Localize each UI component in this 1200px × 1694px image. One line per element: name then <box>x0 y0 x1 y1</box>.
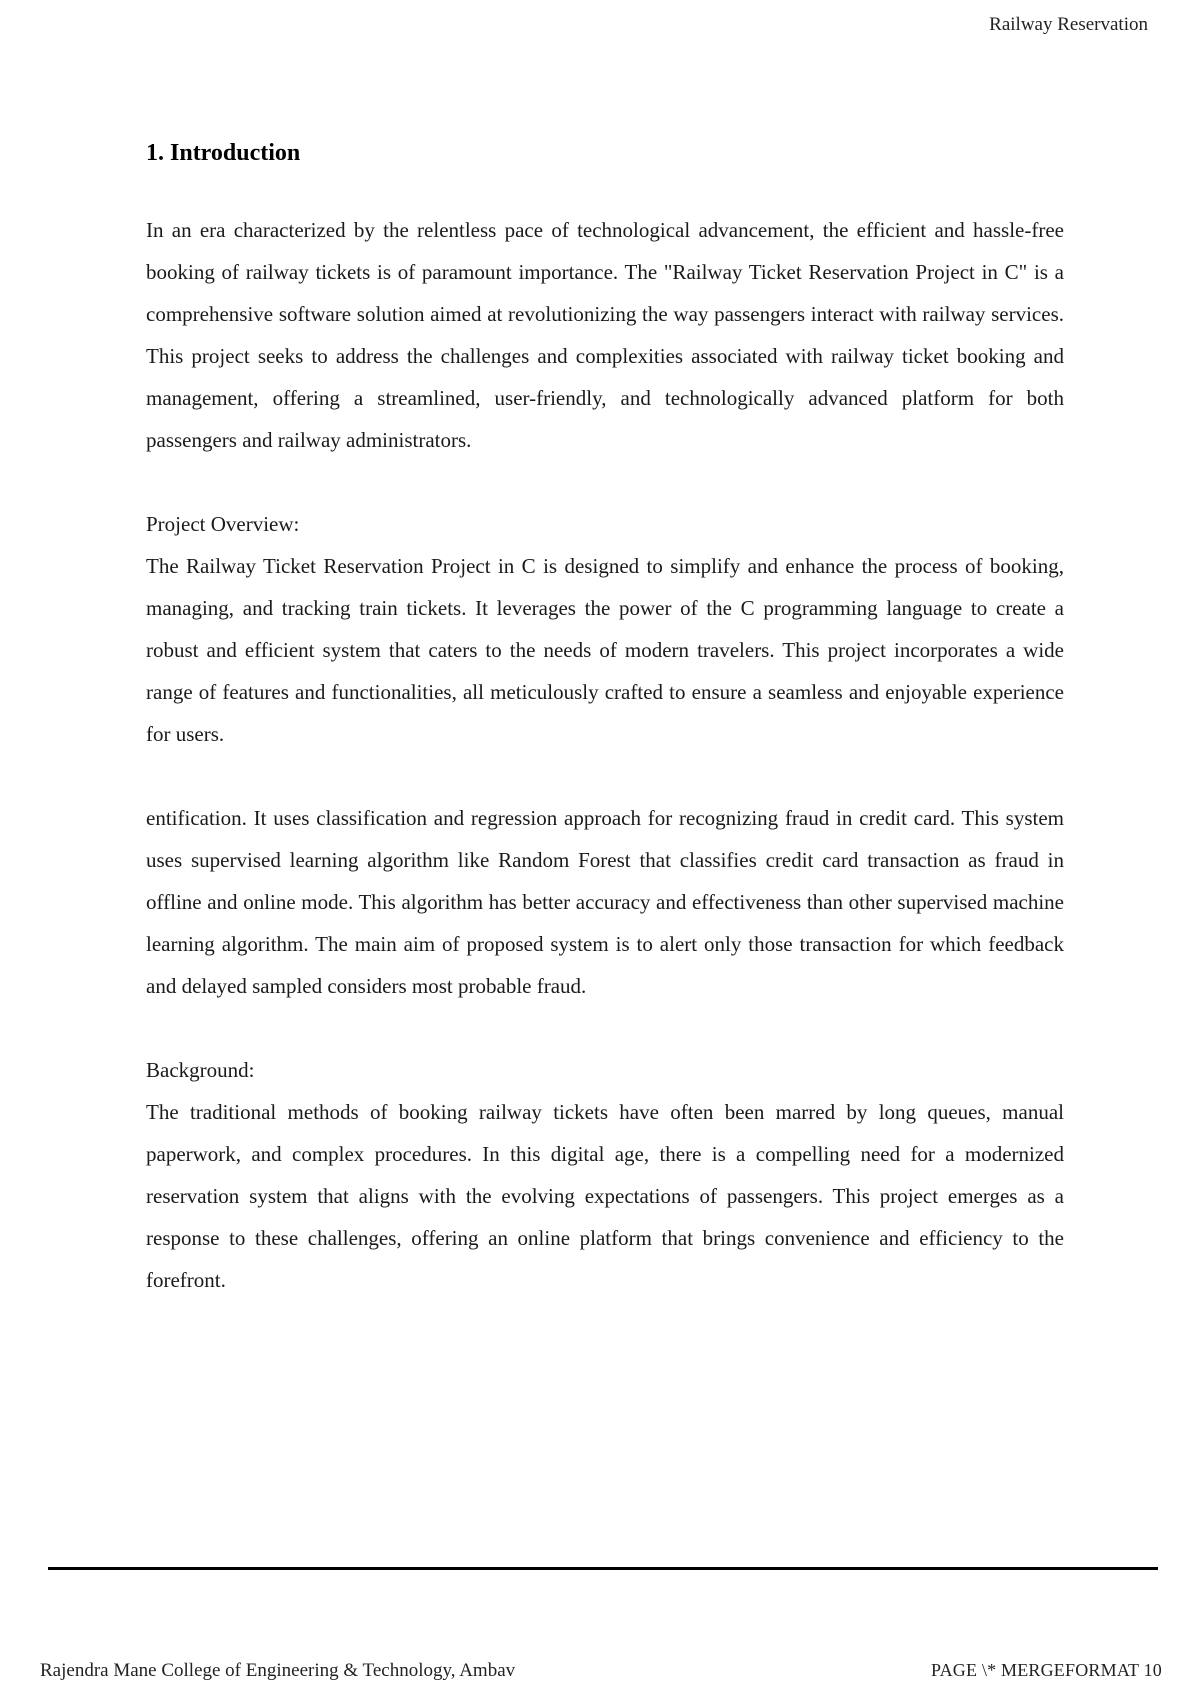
background-paragraph: The traditional methods of booking railway tickets have often been marred by long queues, manual paperwork, and complex procedures. In this digital age, there is a compelling need for a modernized reservation system that aligns with the evolving expectations of passengers. This project emerges as a response to these challenges, offering an online platform that brings convenience and efficiency to the forefront. <box>146 1100 1064 1292</box>
intro-paragraph: In an era characterized by the relentless pace of technological advancement, the efficient and hassle-free booking of railway tickets is of paramount importance. The "Railway Ticket Reservation Project in C" is a comprehensive software solution aimed at revolutionizing the way passengers interact with railway services. This project seeks to address the challenges and complexities associated with railway ticket booking and management, offering a streamlined, user-friendly, and technologically advanced platform for both passengers and railway administrators. <box>146 218 1064 452</box>
footer-page-field: PAGE \* MERGEFORMAT 10 <box>931 1660 1162 1680</box>
paragraph-gap <box>146 1007 1064 1049</box>
background-label: Background: <box>146 1058 255 1082</box>
paragraph-gap <box>146 755 1064 797</box>
paragraph-gap <box>146 461 1064 503</box>
footer-institution: Rajendra Mane College of Engineering & Technology, Ambav <box>40 1660 516 1681</box>
running-header: Railway Reservation <box>989 14 1148 35</box>
overview-paragraph: The Railway Ticket Reservation Project in C is designed to simplify and enhance the process of booking, managing, and tracking train tickets. It leverages the power of the C programming language to create a robust and efficient system that caters to the needs of modern travelers. This project incorporates a wide range of features and functionalities, all meticulously crafted to ensure a seamless and enjoyable experience for users. <box>146 554 1064 746</box>
overview-label: Project Overview: <box>146 512 300 536</box>
fraud-paragraph: entification. It uses classification and regression approach for recognizing fraud in credit card. This system uses supervised learning algorithm like Random Forest that classifies credit card transaction as fraud in offline and online mode. This algorithm has better accuracy and effectiveness than other supervised machine learning algorithm. The main aim of proposed system is to alert only those transaction for which feedback and delayed sampled considers most probable fraud. <box>146 806 1064 998</box>
page-content <box>146 140 1064 1301</box>
footer-divider <box>48 1567 1158 1570</box>
section-heading: 1. Introduction <box>146 140 301 166</box>
